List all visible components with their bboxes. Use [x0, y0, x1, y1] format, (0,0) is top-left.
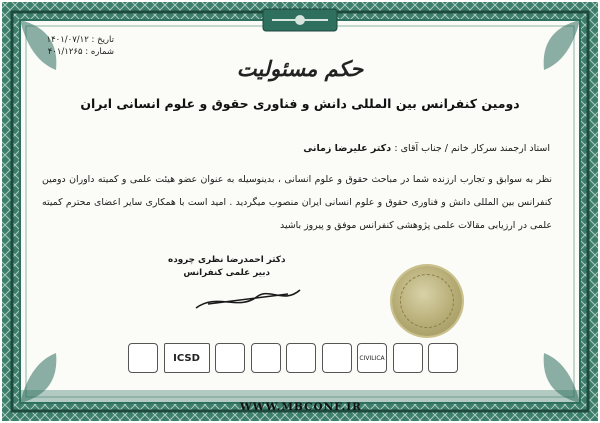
certificate-title: حکم مسئولیت — [236, 56, 364, 81]
sponsor-logo — [251, 343, 281, 373]
signature-icon — [188, 282, 308, 316]
signature-block — [168, 254, 285, 280]
date-label: تاریخ : ۱۴۰۱/۰۷/۱۲ — [46, 35, 114, 45]
sponsor-logo — [215, 343, 245, 373]
signatory-title: دبیر علمی کنفرانس — [183, 268, 271, 278]
sponsor-logo — [322, 343, 352, 373]
recipient-line — [303, 143, 550, 154]
recipient-prefix: استاد ارجمند سرکار خانم / جناب آقای : — [394, 143, 550, 154]
body-text: نظر به سوابق و تجارب ارزنده شما در مباحث حقوق و علوم انسانی ، بدینوسیله به عنوان عضو هیئت علمی و کمیته داوران دومین کنفرانس بین المللی دانش و فناوری حقوق و علوم انسانی ایران منصوب میگردید . امید است با همکاری سایر اعضای محترم کمیته علمی در ارزیابی مقالات علمی پژوهشی کنفرانس موفق و پیروز باشید — [42, 174, 552, 231]
date-number-block — [47, 34, 114, 58]
sponsor-logo — [128, 343, 158, 373]
sponsor-logos — [128, 340, 458, 376]
sponsor-logo — [286, 343, 316, 373]
website-url: WWW.MBCONF.IR — [240, 401, 362, 413]
sponsor-logo-icsd: ICSD — [164, 343, 210, 373]
conference-banner-icon — [262, 8, 338, 32]
conference-title: دومین کنفرانس بین المللی دانش و فناوری حقوق و علوم انسانی ایران — [80, 96, 520, 111]
sponsor-logo-civilica: CIVILICA — [357, 343, 387, 373]
signatory-name: دکتر احمدرضا نظری چروده — [168, 255, 286, 265]
sponsor-logo — [428, 343, 458, 373]
number-label: شماره : ۴۰۱/۱۲۶۵ — [47, 47, 114, 57]
sponsor-logo — [393, 343, 423, 373]
gold-seal-icon — [392, 266, 462, 336]
recipient-name: دکتر علیرضا زمانی — [303, 143, 392, 154]
